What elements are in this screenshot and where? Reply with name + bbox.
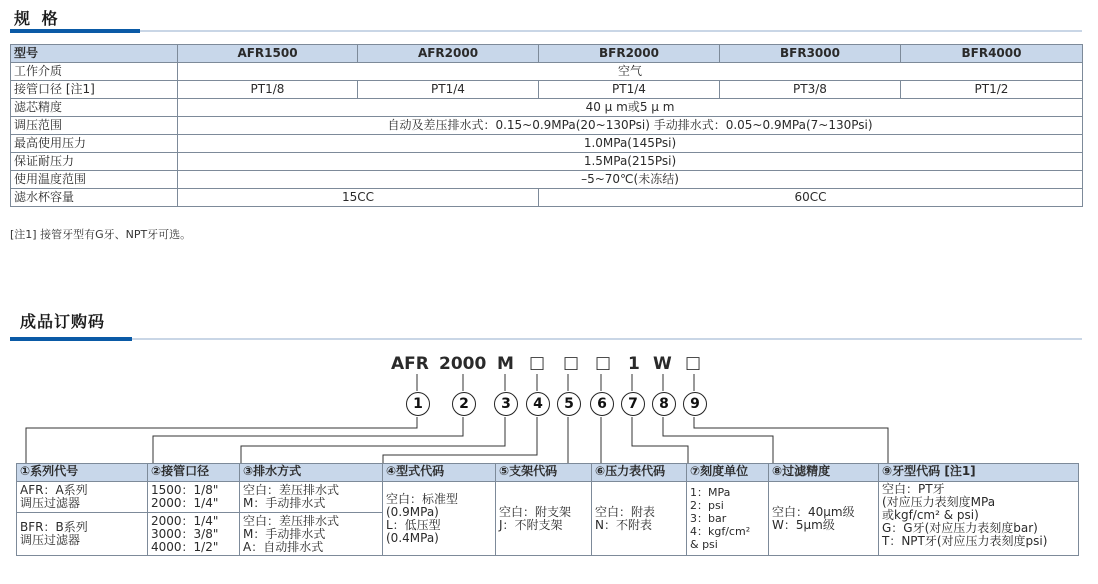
callout-number-9: 9 [683,392,707,416]
order-port-afr: 1500：1/8" 2000：1/4" [148,482,240,513]
code-port: 2000 [439,354,487,374]
spec-section-title: 规 格 [14,9,61,28]
spec-value: PT3/8 [720,81,901,99]
order-header-type: ④型式代码 [383,464,496,482]
order-header-bracket: ⑤支架代码 [496,464,592,482]
spec-footnote: [注1] 接管牙型有G牙、NPT牙可选。 [10,228,192,241]
order-header-gauge: ⑥压力表代码 [592,464,687,482]
code-type-box: □ [529,353,546,373]
code-gauge-box: □ [595,353,612,373]
order-drain-bfr: 空白：差压排水式 M：手动排水式 A：自动排水式 [240,513,383,556]
order-header-row [17,464,1079,482]
spec-label: 工作介质 [11,63,178,81]
code-series: AFR [391,354,429,374]
order-scale-options: 1：MPa 2：psi 3：bar 4：kgf/cm² & psi [687,482,769,556]
order-header-drain: ③排水方式 [240,464,383,482]
spec-header-model: 型号 [11,45,178,63]
callout-number-8: 8 [652,392,676,416]
spec-value: 60CC [539,189,1083,207]
spec-header-bfr4000: BFR4000 [901,45,1083,63]
callout-number-1: 1 [406,392,430,416]
code-drain: M [497,354,514,374]
order-header-series: ①系列代号 [17,464,148,482]
spec-value: PT1/8 [178,81,358,99]
spec-header-afr1500: AFR1500 [178,45,358,63]
order-type-options: 空白：标准型 (0.9MPa) L：低压型 (0.4MPa) [383,482,496,556]
spec-value: PT1/2 [901,81,1083,99]
spec-label: 最高使用压力 [11,135,178,153]
spec-value: 1.5MPa(215Psi) [178,153,1083,171]
callout-number-3: 3 [494,392,518,416]
code-bracket-box: □ [563,353,580,373]
spec-header-afr2000: AFR2000 [358,45,539,63]
spec-value: 1.0MPa(145Psi) [178,135,1083,153]
spec-value: 40 μ m或5 μ m [178,99,1083,117]
order-section-title: 成品订购码 [20,312,106,331]
order-port-bfr: 2000：1/4" 3000：3/8" 4000：1/2" [148,513,240,556]
spec-header-bfr3000: BFR3000 [720,45,901,63]
code-scale: 1 [628,354,640,374]
order-thread-options: 空白：PT牙 (对应压力表刻度MPa 或kgf/cm² & psi) G：G牙(对应压力表刻度bar) T：NPT牙(对应压力表刻度psi) [879,482,1079,556]
spec-value: 空气 [178,63,1083,81]
order-gauge-options: 空白：附表 N：不附表 [592,482,687,556]
code-thread-box: □ [685,353,702,373]
code-precision: W [653,354,672,374]
callout-number-4: 4 [526,392,550,416]
order-bracket-options: 空白：附支架 J：不附支架 [496,482,592,556]
spec-label: 调压范围 [11,117,178,135]
order-header-precision: ⑧过滤精度 [769,464,879,482]
spec-value: 15CC [178,189,539,207]
order-precision-options: 空白：40μm级 W：5μm级 [769,482,879,556]
order-header-port: ②接管口径 [148,464,240,482]
spec-label: 接管口径 [注1] [11,81,178,99]
spec-header-bfr2000: BFR2000 [539,45,720,63]
order-drain-afr: 空白：差压排水式 M：手动排水式 [240,482,383,513]
callout-number-5: 5 [557,392,581,416]
order-header-scale: ⑦刻度单位 [687,464,769,482]
spec-value: –5~70℃(未冻结) [178,171,1083,189]
order-header-thread: ⑨牙型代码 [注1] [879,464,1079,482]
spec-label: 使用温度范围 [11,171,178,189]
spec-label: 滤水杯容量 [11,189,178,207]
order-row-afr [17,482,1079,513]
spec-value: PT1/4 [358,81,539,99]
order-series-afr: AFR：A系列 调压过滤器 [17,482,148,513]
order-series-bfr: BFR：B系列 调压过滤器 [17,513,148,556]
spec-label: 滤芯精度 [11,99,178,117]
spec-value: 自动及差压排水式：0.15~0.9MPa(20~130Psi) 手动排水式：0.05~0.9MPa(7~130Psi) [178,117,1083,135]
spec-label: 保证耐压力 [11,153,178,171]
callout-number-7: 7 [621,392,645,416]
callout-number-2: 2 [452,392,476,416]
callout-number-6: 6 [590,392,614,416]
spec-value: PT1/4 [539,81,720,99]
order-table [16,463,1079,556]
